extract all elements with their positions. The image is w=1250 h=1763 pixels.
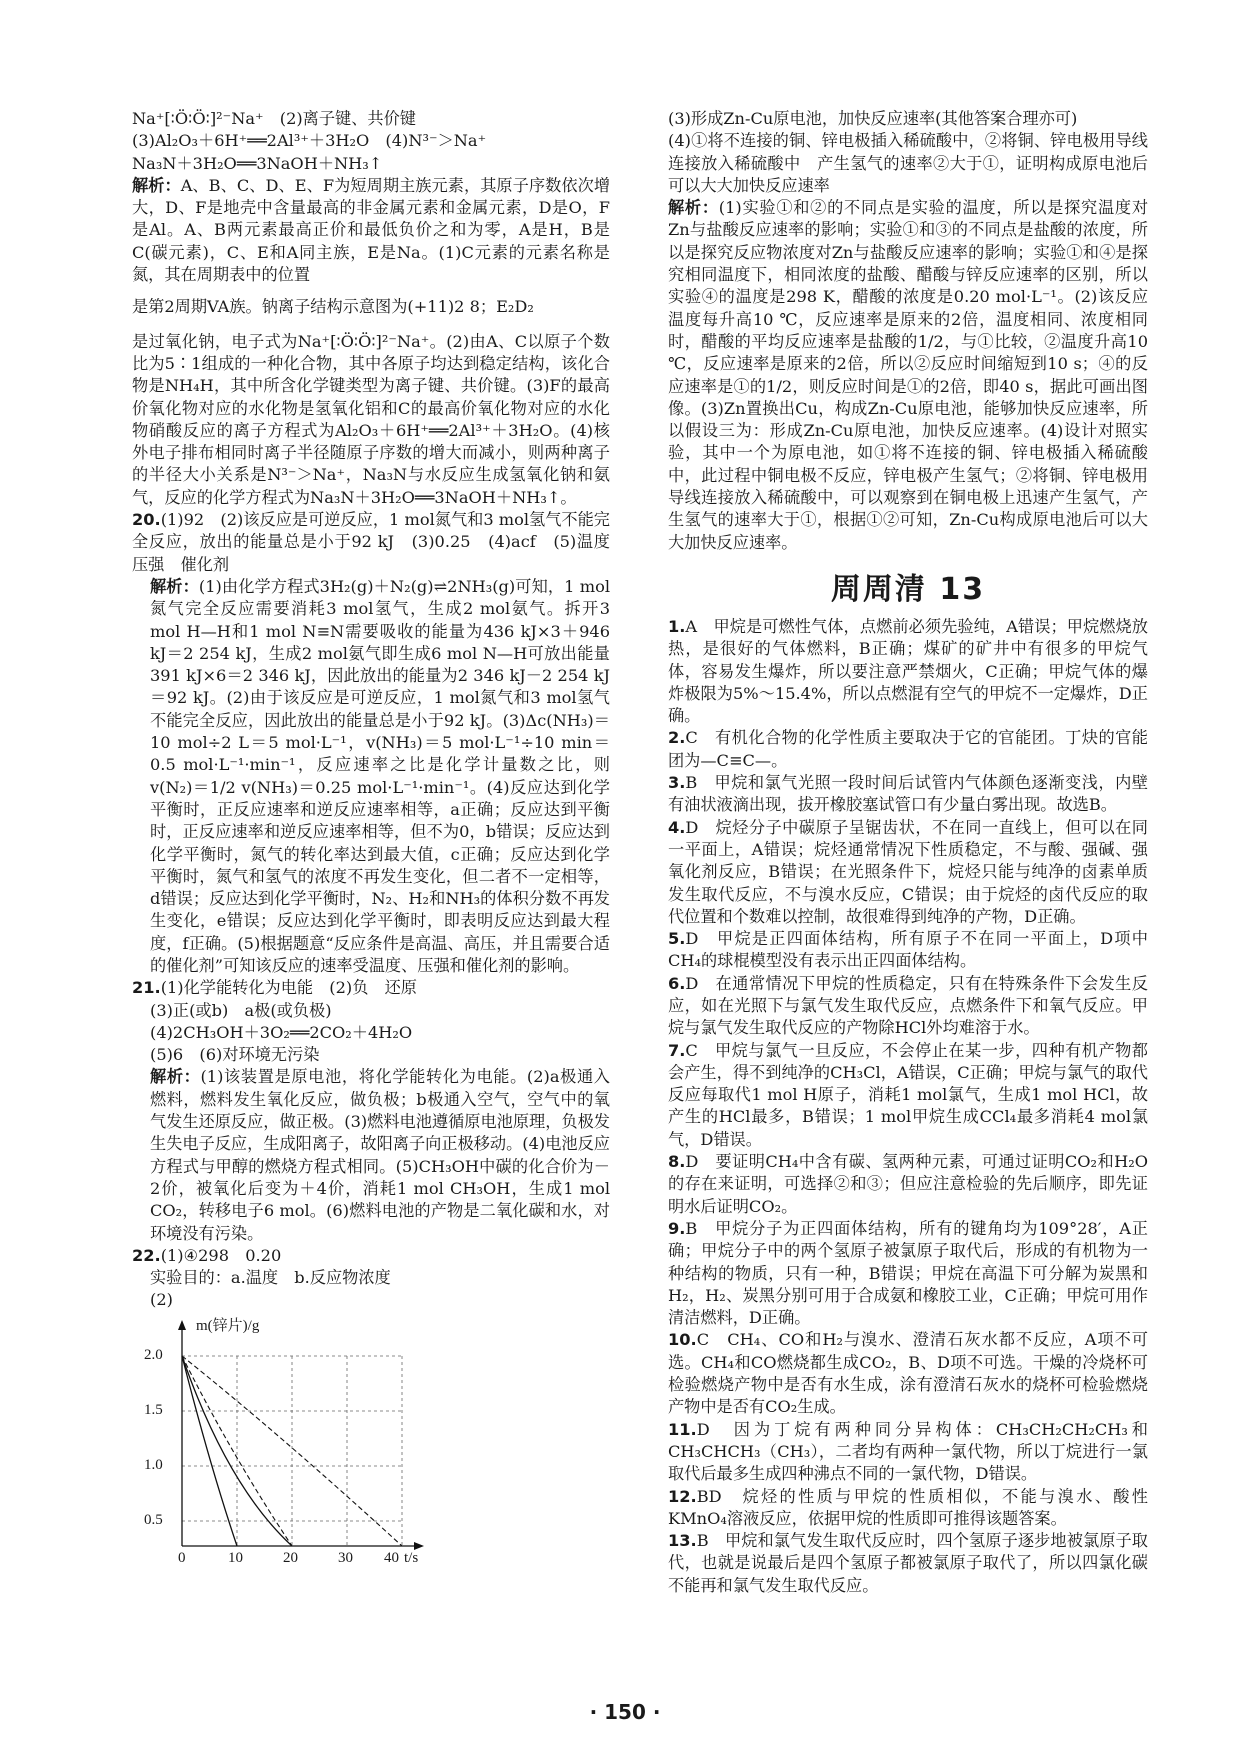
x-tick: 10 xyxy=(228,1549,243,1566)
item-number: 2. xyxy=(668,728,686,748)
y-axis-label: m(锌片)/g xyxy=(196,1317,260,1334)
page-number: · 150 · xyxy=(589,1700,661,1724)
y-axis-arrow xyxy=(178,1320,186,1330)
q20-number: 20. xyxy=(132,510,161,530)
left-column xyxy=(132,108,627,1566)
q21-answer-4: (5)6 (6)对环境无污染 xyxy=(150,1045,320,1065)
q21-answer-3: (4)2CH₃OH＋3O₂══2CO₂＋4H₂O xyxy=(150,1022,413,1042)
q20-explanation-text: (1)由化学方程式3H₂(g)＋N₂(g)⇌2NH₃(g)可知，1 mol氮气完全反应需要消耗3 mol氢气，生成2 mol氨气。拆开3 mol H—H和1 mol N≡N需要吸收的能量为436 kJ×3＋946 kJ＝2 254 kJ，生成2 mol氨气即生成6 mol N—H可放出能量391 kJ×6＝2 346 kJ，因此放出的能量为2 346 kJ－2 254 kJ＝92 kJ。(2)由于该反应是可逆反应，1 mol氮气和3 mol氢气不能完全反应，因此放出的能量总是小于92 kJ。(3)Δc(NH₃)＝10 mol÷2 L＝5 mol·L⁻¹，v(NH₃)＝5 mol·L⁻¹÷10 min＝0.5 mol·L⁻¹·min⁻¹，反应速率之比是化学计量数之比，则v(N₂)＝1/2 v(NH₃)＝0.25 mol·L⁻¹·min⁻¹。(4)反应达到化学平衡时，正反应速率和逆反应速率相等，a正确；反应达到平衡时，正反应速率和逆反应速率相等，但不为0，b错误；反应达到化学平衡时，氮气的转化率达到最大值，c正确；反应达到化学平衡时，氮气和氢气的浓度不再发生变化，但二者不一定相等，d错误；反应达到化学平衡时，N₂、H₂和NH₃的体积分数不再发生变化，e错误；反应达到化学平衡时，即表明反应达到最大程度，f正确。(5)根据题意“反应条件是高温、高压，并且需要合适的催化剂”可知该反应的速率受温度、压强和催化剂的影响。 xyxy=(150,576,610,975)
item-text: D 甲烷是正四面体结构，所有原子不在同一平面上，D项中CH₄的球棍模型没有表示出正四面体结构。 xyxy=(668,929,1148,971)
item-text: B 甲烷和氯气光照一段时间后试管内气体颜色逐渐变浅，内壁有油状液滴出现，拔开橡胶塞试管口有少量白雾出现。故选B。 xyxy=(668,773,1148,815)
item-text: D 因为丁烷有两种同分异构体：CH₃CH₂CH₂CH₃和CH₃CHCH₃（CH₃），二者均有两种一氯代物，所以丁烷进行一氯取代后最多生成四种沸点不同的一氯代物，D错误。 xyxy=(668,1419,1148,1484)
list-item xyxy=(668,928,1148,973)
answer-list xyxy=(668,616,1148,1597)
item-number: 3. xyxy=(668,773,686,793)
item-number: 12. xyxy=(668,1486,697,1506)
item-text: C 甲烷与氯气一旦反应，不会停止在某一步，四种有机产物都会产生，得不到纯净的CH₃Cl，A错误，C正确；甲烷与氯气的取代反应每取代1 mol H原子，消耗1 mol氯气，生成1 mol HCl，故产生的HCl最多，B错误；1 mol甲烷生成CCl₄最多消耗4 mol氯气，D错误。 xyxy=(668,1040,1148,1149)
list-item xyxy=(668,1151,1148,1218)
item-text: B 甲烷分子为正四面体结构，所有的键角均为109°28′，A正确；甲烷分子中的两个氢原子被氯原子取代后，形成的有机物为一种结构的物质，只有一种，B错误；甲烷在高温下可分解为炭黑和H₂，H₂、炭黑分别可用于合成氨和橡胶工业，C正确；甲烷可用作清洁燃料，D正确。 xyxy=(668,1218,1148,1328)
x-axis-label: t/s xyxy=(404,1549,419,1566)
item-text: D 在通常情况下甲烷的性质稳定，只有在特殊条件下会发生反应，如在光照下与氯气发生取代反应，点燃条件下和氧气反应。甲烷与氯气发生取代反应的产物除HCl外均难溶于水。 xyxy=(668,973,1148,1038)
list-item xyxy=(668,727,1148,772)
q19-explanation xyxy=(132,175,610,286)
item-text: C CH₄、CO和H₂与溴水、澄清石灰水都不反应，A项不可选。CH₄和CO燃烧都生成CO₂，B、D项不可选。干燥的冷烧杯可检验燃烧产物中是否有水生成，涂有澄清石灰水的烧杯可检验燃烧产物中是否有CO₂生成。 xyxy=(668,1330,1148,1417)
q21-answer-2: (3)正(或b) a极(或负极) xyxy=(150,1000,332,1020)
item-number: 4. xyxy=(668,817,686,837)
y-tick: 0.5 xyxy=(144,1511,163,1528)
q21-number: 21. xyxy=(132,978,161,998)
q22-answer-part3: (3)形成Zn-Cu原电池，加快反应速率(其他答案合理亦可) xyxy=(668,109,1078,128)
q22-number: 22. xyxy=(132,1245,161,1265)
item-text: D 要证明CH₄中含有碳、氢两种元素，可通过证明CO₂和H₂O的存在来证明，可选择②和③；但应注意检验的先后顺序，即先证明水后证明CO₂。 xyxy=(668,1152,1148,1216)
curve-10s xyxy=(182,1356,237,1546)
explanation-label: 解析： xyxy=(150,576,199,596)
list-item xyxy=(668,817,1148,928)
x-tick: 0 xyxy=(178,1549,186,1566)
item-number: 6. xyxy=(668,973,686,993)
q22-answer-2: 实验目的：a.温度 b.反应物浓度 xyxy=(150,1268,391,1288)
explanation-label: 解析： xyxy=(668,198,719,218)
x-axis-arrow xyxy=(414,1542,424,1550)
graph-svg xyxy=(132,1316,432,1566)
y-tick: 2.0 xyxy=(144,1346,163,1363)
item-number: 1. xyxy=(668,616,686,636)
graph-axes xyxy=(182,1326,417,1546)
section-title: 周周清 13 xyxy=(830,571,986,607)
q21-explanation xyxy=(132,1066,610,1244)
explanation-label: 解析： xyxy=(150,1067,201,1087)
q22-answer-1: (1)④298 0.20 xyxy=(160,1245,282,1265)
q22-answer-part4: (4)①将不连接的铜、锌电极插入稀硫酸中，②将铜、锌电极用导线连接放入稀硫酸中 产生氢气的速率②大于①，证明构成原电池后可以大大加快反应速率 xyxy=(668,131,1148,195)
explanation-label: 解析： xyxy=(132,175,181,195)
q20-answer-text: (1)92 (2)该反应是可逆反应，1 mol氮气和3 mol氢气不能完全反应，放出的能量总是小于92 kJ (3)0.25 (4)acf (5)温度 压强 催化剂 xyxy=(132,510,627,574)
q21-answer xyxy=(132,977,610,999)
q22-answer xyxy=(132,1245,610,1267)
y-tick: 1.0 xyxy=(144,1456,163,1473)
q21-explanation-text: (1)该装置是原电池，将化学能转化为电能。(2)a极通入燃料，燃料发生氧化反应，做负极；b极通入空气，空气中的氧气发生还原反应，做正极。(3)燃料电池遵循原电池原理，负极发生失电子反应，生成阳离子，故阳离子向正极移动。(4)电池反应方程式与甲醇的燃烧方程式相同。(5)CH₃OH中碳的化合价为－2价，被氧化后变为＋4价，消耗1 mol CH₃OH，生成1 mol CO₂，转移电子6 mol。(6)燃料电池的产物是二氧化碳和水，对环境没有污染。 xyxy=(150,1067,610,1243)
x-tick: 20 xyxy=(283,1549,298,1566)
q21-answer-1: (1)化学能转化为电能 (2)负 还原 xyxy=(160,978,417,998)
q22-answer-3: (2) xyxy=(150,1290,173,1310)
item-number: 8. xyxy=(668,1152,686,1172)
item-text: C 有机化合物的化学性质主要取决于它的官能团。丁炔的官能团为—C≡C—。 xyxy=(668,728,1148,770)
electron-formula-line: Na⁺[∶Ö∶Ö∶]²⁻Na⁺ (2)离子键、共价键 xyxy=(132,109,416,128)
item-text: D 烷烃分子中碳原子呈锯齿状，不在同一直线上，但可以在同一平面上，A错误；烷烃通常情况下性质稳定，不与酸、强碱、强氧化剂反应，B错误；在光照条件下，烷烃只能与纯净的卤素单质发生取代反应，不与溴水反应，C错误；由于烷烃的卤代反应的取代位置和个数难以控制，故很难得到纯净的产物，D正确。 xyxy=(668,817,1148,926)
q20-explanation xyxy=(132,576,610,977)
q19-explanation-cont2: 是过氧化钠，电子式为Na⁺[∶Ö∶Ö∶]²⁻Na⁺。(2)由A、C以原子个数比为5∶1组成的一种化合物，其中各原子均达到稳定结构，该化合物是NH₄H，其中所含化学键类型为离子键、共价键。(3)F的最高价氧化物对应的水化物是氢氧化铝和C的最高价氧化物对应的水化物硝酸反应的离子方程式为Al₂O₃＋6H⁺══2Al³⁺＋3H₂O。(4)核外电子排布相同时离子半径随原子序数的增大而减小，则两种离子的半径大小关系是N³⁻＞Na⁺，Na₃N与水反应生成氢氧化钠和氨气，反应的化学方程式为Na₃N＋3H₂O══3NaOH＋NH₃↑。 xyxy=(132,331,610,507)
list-item xyxy=(668,1040,1148,1151)
q19-explanation-cont: 是第2周期VA族。钠离子结构示意图为(+11)2 8；E₂D₂ xyxy=(132,297,534,317)
y-tick: 1.5 xyxy=(144,1401,163,1418)
curve-20s xyxy=(182,1356,292,1546)
item-number: 5. xyxy=(668,929,686,949)
list-item xyxy=(668,1486,1148,1531)
list-item xyxy=(668,1218,1148,1329)
graph-grid xyxy=(182,1356,402,1546)
item-number: 11. xyxy=(668,1419,697,1439)
curve-20s-dashed xyxy=(182,1356,292,1546)
curve-40s-dashed xyxy=(182,1356,402,1546)
x-tick: 30 xyxy=(338,1549,353,1566)
list-item xyxy=(668,1530,1148,1597)
item-number: 7. xyxy=(668,1040,686,1060)
item-number: 9. xyxy=(668,1218,686,1238)
q22-explanation xyxy=(668,197,1148,554)
item-text: B 甲烷和氯气发生取代反应时，四个氢原子逐步地被氯原子取代，也就是说最后是四个氢原子都被氯原子取代了，所以四氯化碳不能再和氯气发生取代反应。 xyxy=(668,1531,1148,1595)
item-text: A 甲烷是可燃性气体，点燃前必须先验纯，A错误；甲烷燃烧放热，是很好的气体燃料，B正确；煤矿的矿井中有很多的甲烷气体，容易发生爆炸，所以要注意严禁烟火，C正确；甲烷气体的爆炸极限为5%～15.4%，所以点燃混有空气的甲烷不一定爆炸，D正确。 xyxy=(668,616,1148,726)
list-item xyxy=(668,1329,1148,1418)
x-tick: 40 xyxy=(384,1549,399,1566)
list-item xyxy=(668,616,1148,727)
equation-line-3-4: (3)Al₂O₃＋6H⁺══2Al³⁺＋3H₂O (4)N³⁻＞Na⁺ xyxy=(132,131,487,151)
list-item xyxy=(668,772,1148,817)
equation-line-na3n: Na₃N＋3H₂O══3NaOH＋NH₃↑ xyxy=(132,153,383,173)
right-column xyxy=(668,108,1148,1597)
list-item xyxy=(668,1419,1148,1486)
q22-explanation-text: (1)实验①和②的不同点是实验的温度，所以是探究温度对Zn与盐酸反应速率的影响；实验①和③的不同点是盐酸的浓度，所以是探究反应物浓度对Zn与盐酸反应速率的影响；实验①和④是探究相同温度下，相同浓度的盐酸、醋酸与锌反应速率的区别，所以实验④的温度是298 K，醋酸的浓度是0.20 mol·L⁻¹。(2)该反应温度每升高10 ℃，反应速率是原来的2倍，温度相同、浓度相同时，醋酸的平均反应速率是盐酸的1/2，与①比较，②温度升高10 ℃，反应速率是原来的2倍，所以②反应时间缩短到10 s；④的反应速率是①的1/2，则反应时间是①的2倍，即40 s，据此可画出图像。(3)Zn置换出Cu，构成Zn-Cu原电池，能够加快反应速率，所以假设三为：形成Zn-Cu原电池，加快反应速率。(4)设计对照实验，其中一个为原电池，如①将不连接的铜、锌电极插入稀硫酸中，此过程中铜电极不反应，锌电极产生氢气；②将铜、锌电极用导线连接放入稀硫酸中，可以观察到在铜电极上迅速产生氢气，产生氢气的速率大于①，根据①②可知，Zn-Cu构成原电池后可以大大加快反应速率。 xyxy=(668,198,1149,552)
q20-answer xyxy=(132,509,627,576)
item-text: BD 烷烃的性质与甲烷的性质相似，不能与溴水、酸性KMnO₄溶液反应，依据甲烷的性质即可推得该题答案。 xyxy=(668,1486,1148,1528)
q19-explanation-text: A、B、C、D、E、F为短周期主族元素，其原子序数依次增大，D、F是地壳中含量最高的非金属元素和金属元素，D是O，F是Al。A、B两元素最高正价和最低负价之和为零，A是H，B是C(碳元素)，C、E和A同主族，E是Na。(1)C元素的元素名称是氮，其在周期表中的位置 xyxy=(132,175,611,285)
item-number: 10. xyxy=(668,1330,697,1350)
zinc-mass-graph xyxy=(132,1316,432,1566)
item-number: 13. xyxy=(668,1531,697,1551)
list-item xyxy=(668,973,1148,1040)
